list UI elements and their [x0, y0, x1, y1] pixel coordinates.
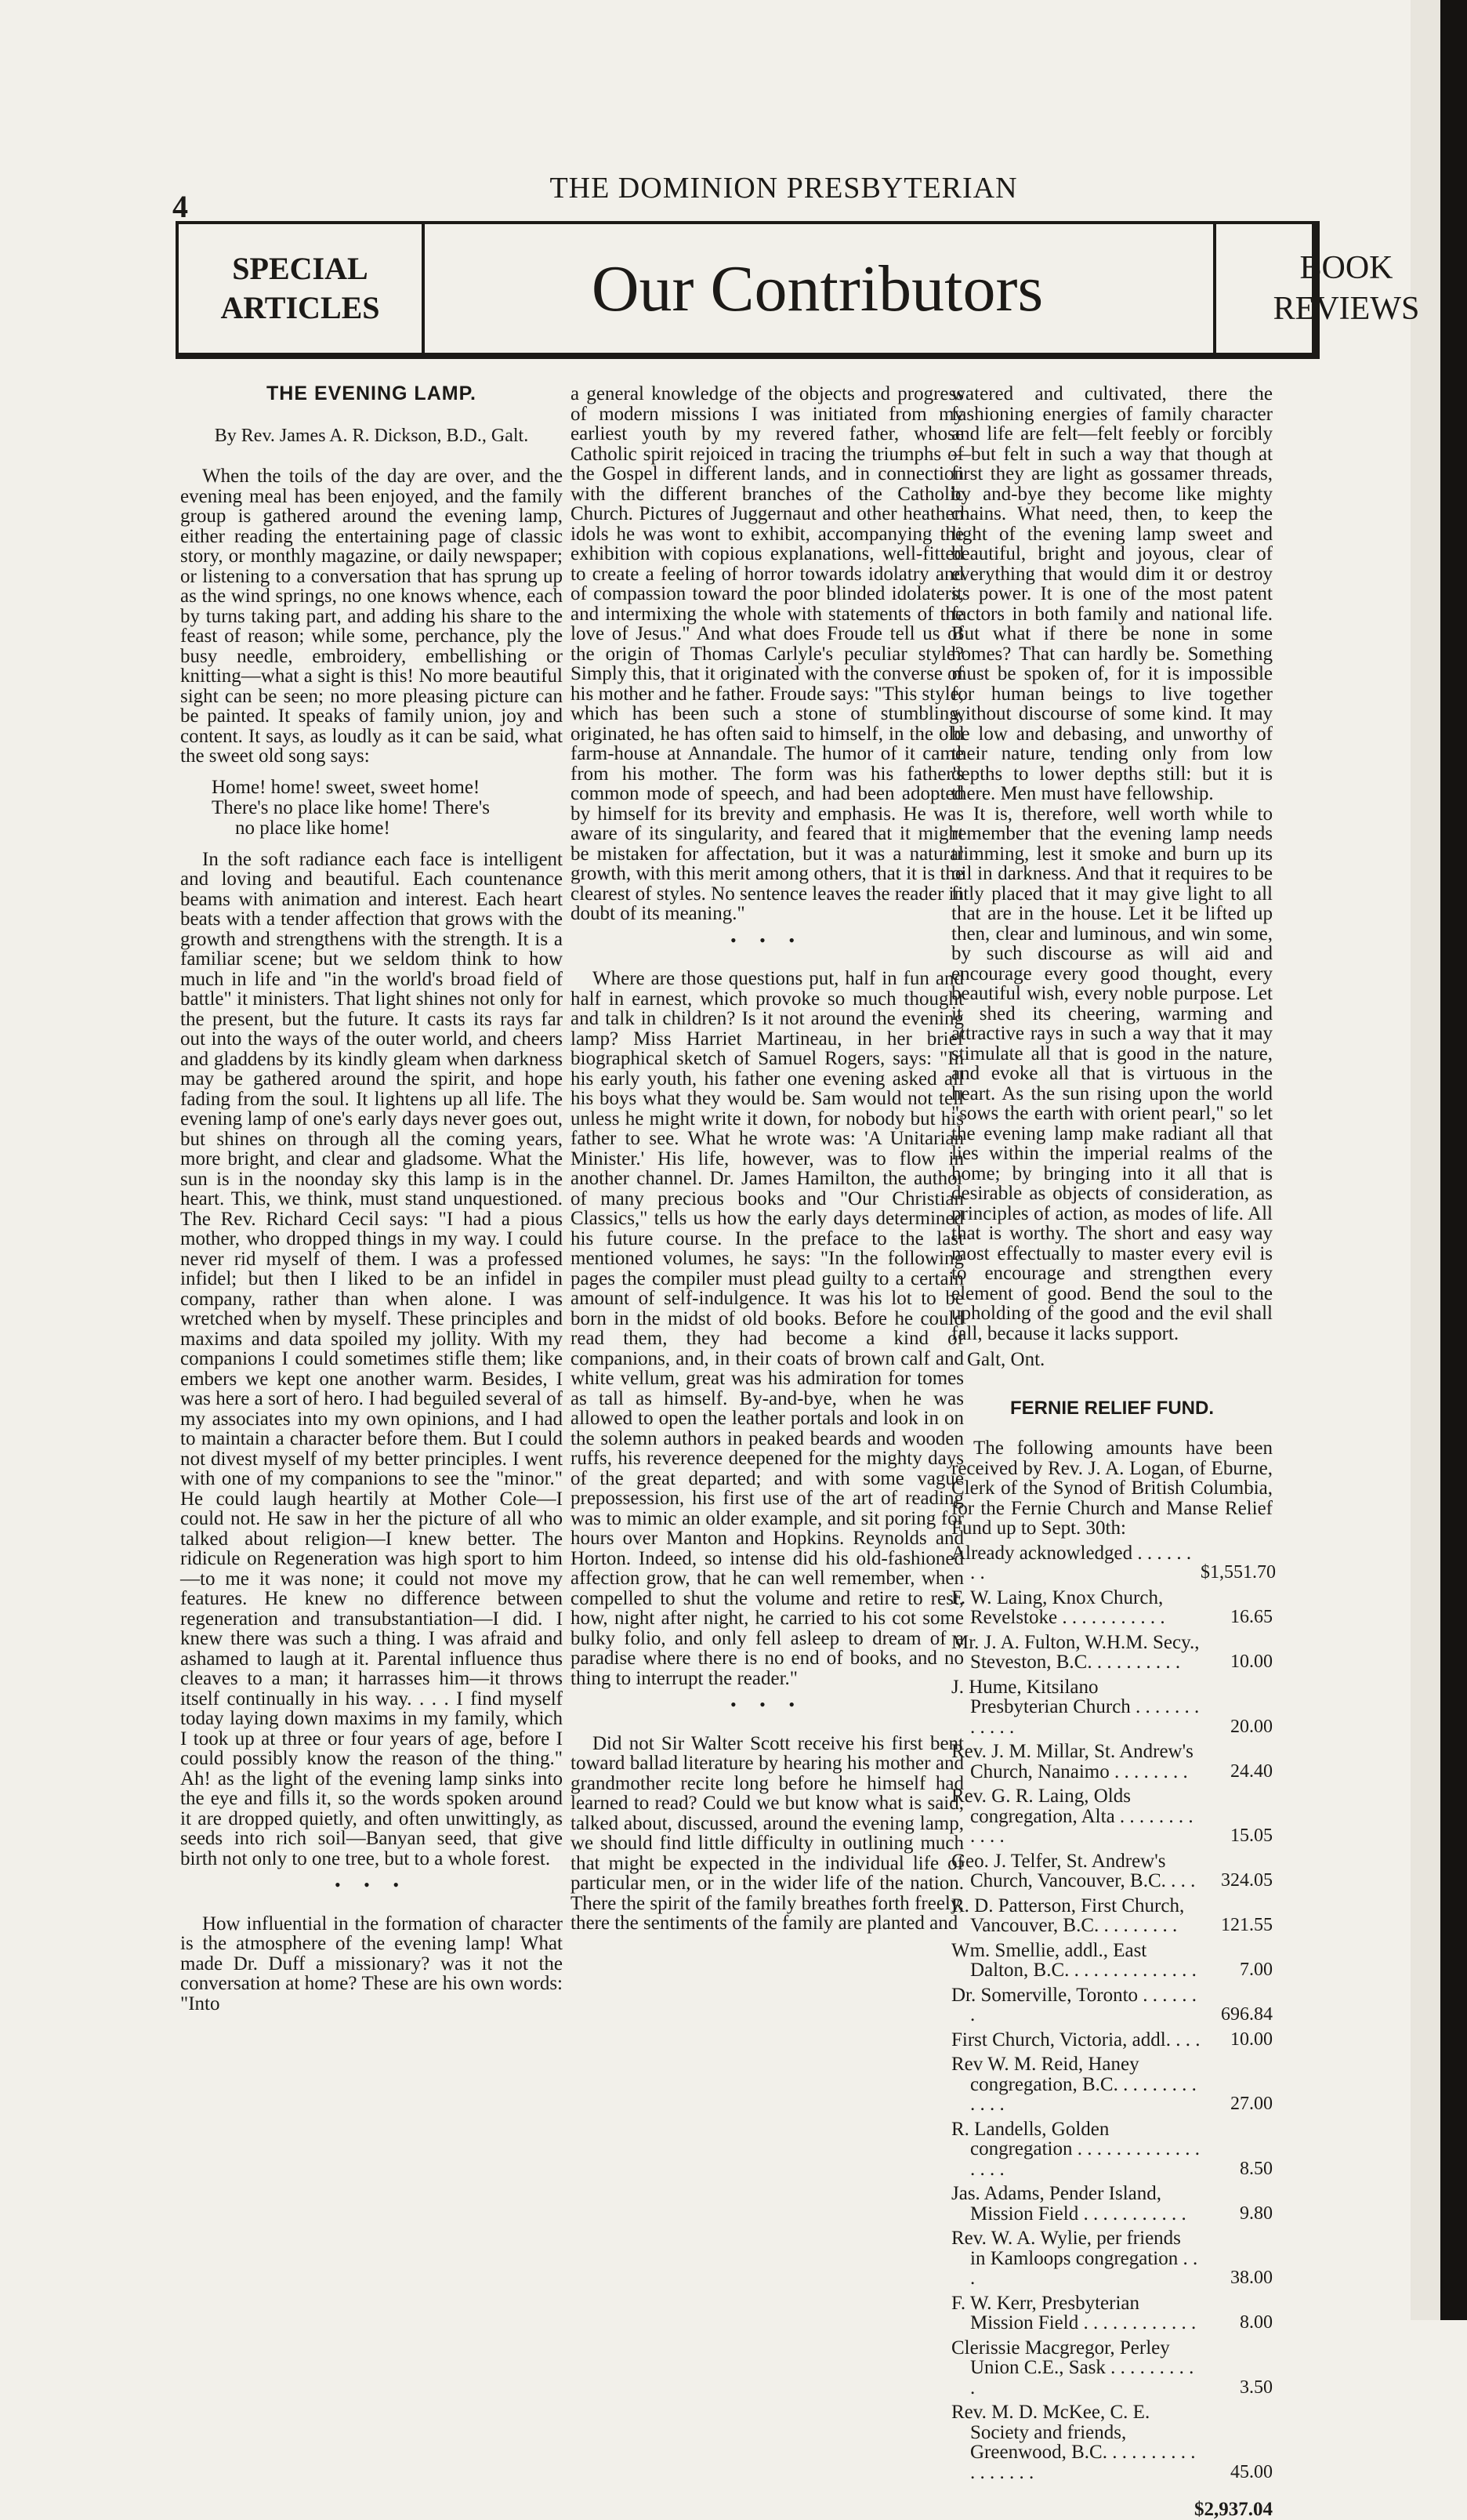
column-3	[951, 383, 1276, 2520]
fund-row-amount: 10.00	[1230, 1652, 1273, 1672]
fund-row-name: First Church, Victoria, addl. . . .	[951, 2029, 1201, 2050]
fund-row-amount: 7.00	[1240, 1960, 1273, 1980]
fund-row-name: J. Hume, Kitsilano Presbyterian Church . . . . . . . . . . . .	[951, 1676, 1200, 1738]
article-signoff: Galt, Ont.	[967, 1349, 1045, 1370]
fund-row	[951, 1742, 1273, 1782]
fund-row-name: Rev W. M. Reid, Haney congregation, B.C. . . . . . . . . . . . .	[951, 2054, 1197, 2115]
fund-row-amount: 20.00	[1230, 1716, 1273, 1737]
fund-row-name: Rev. G. R. Laing, Olds congregation, Alta . . . . . . . . . . . .	[951, 1786, 1194, 1847]
fund-row-amount: 121.55	[1221, 1915, 1273, 1935]
song-verse	[212, 778, 563, 839]
fund-row-amount: 27.00	[1230, 2094, 1273, 2114]
fund-row	[951, 2030, 1273, 2050]
fund-row	[951, 2119, 1273, 2180]
article-title: THE EVENING LAMP.	[266, 383, 476, 404]
fund-row	[951, 1786, 1273, 1847]
fund-row-name: Rev. W. A. Wylie, per friends in Kamloops congregation . . .	[951, 2228, 1198, 2289]
banner-right-line2: REVIEWS	[1273, 291, 1420, 327]
verse-line-3: no place like home!	[235, 817, 390, 839]
fund-row	[951, 1941, 1273, 1981]
fund-row	[951, 1588, 1273, 1628]
verse-line-2: There's no place like home! There's	[212, 796, 490, 818]
article-paragraph-3-cont: a general knowledge of the objects and progress of modern missions I was initiated from my earliest youth by my revered father, whose Catholic spirit rejoiced in tracing the triumphs of the Gospel in different lands, and in connection with the different branches of the Catholic Church. Pictures of Juggernaut and other heathen idols he was wont to exhibit, accompanying the exhibition with copious explanations, well-fitted to create a feeling of horror towards idolatry and of compassion toward the poor blinded idolaters, and intermixing the whole with statements of the love of Jesus." And what does Froude tell us of the origin of Thomas Carlyle's peculiar style? Simply this, that it originated with the converse of his mother and he father. Froude says: "This style, which has been such a stone of stumbling, originated, he has often said to himself, in the old farm-house at Annandale. The humor of it came from his mother. The form was his father's common mode of speech, and had been adopted by himself for its brevity and emphasis. He was aware of its singularity, and feared that it might be mistaken for affectation, but it was a natural growth, with this merit among others, that it is the clearest of styles. No sentence leaves the reader in doubt of its meaning."	[570, 383, 965, 924]
fund-row	[951, 2228, 1273, 2289]
fund-row-name: Rev. M. D. McKee, C. E. Society and friends, Greenwood, B.C. . . . . . . . . . . . . . . . .	[951, 2402, 1196, 2483]
fund-row	[951, 1677, 1273, 1738]
fund-row-name: Clerissie Macgregor, Perley Union C.E., Sask . . . . . . . . . .	[951, 2337, 1194, 2399]
fund-row	[951, 1851, 1273, 1891]
fund-row	[951, 2293, 1273, 2333]
section-divider-dots-3: • • •	[730, 1695, 805, 1714]
fund-row-amount: 324.05	[1221, 1870, 1273, 1891]
verse-line-1: Home! home! sweet, sweet home!	[212, 776, 480, 798]
column-1	[180, 384, 563, 2014]
fund-row-name: Rev. J. M. Millar, St. Andrew's Church, Nanaimo . . . . . . . .	[951, 1741, 1194, 1782]
fund-row-name: Already acknowledged . . . . . . . .	[951, 1542, 1192, 1583]
fund-row-amount: 3.50	[1240, 2377, 1273, 2398]
article-paragraph-4: Where are those questions put, half in fun and half in earnest, which provoke so much thought and talk in children? Is it not around the evening lamp? Miss Harriet Martineau, in her brief biographical sketch of Samuel Rogers, says: "In his early youth, his father one evening asked all his boys what they would be. Sam would not tell unless he might write it down, for nobody but his father to see. What he wrote was: 'A Unitarian Minister.' His life, however, was to flow in another channel. Dr. James Hamilton, the author of many precious books and "Our Christian Classics," tells us how the early days determined his future course. In the preface to the last mentioned volumes, he says: "In the following pages the compiler must plead guilty to a certain amount of self-indulgence. It was his lot to be born in the midst of old books. Before he could read them, they had become a kind of companions, and, in their coats of brown calf and white vellum, great was his admiration for tomes as tall as himself. By-and-bye, when he was allowed to open the leather portals and look in on the solemn authors in peaked beards and wooden ruffs, his reverence deepened for the mighty days of the great departed; and with some vague prepossession, his first use of the art of reading was to mimic an older example, and sit poring for hours over Manton and Hopkins. Reynolds and Horton. Indeed, so intense did his old-fashioned affection grow, that he can well remember, when compelled to shut the volume and retire to rest, how, night after night, he carried to his cot some bulky folio, and only fell asleep to dream of a paradise where there is no end of books, and no thing to interrupt the reader."	[570, 968, 964, 1689]
banner-left-line2: ARTICLES	[220, 290, 380, 325]
fund-row-name: F. W. Kerr, Presbyterian Mission Field . . . . . . . . . . . .	[951, 2292, 1197, 2333]
article-paragraph-5-cont: watered and cultivated, there the fashioning energies of family character and life are felt—felt feebly or forcibly—but felt in such a way that though at first they are light as gossamer threads, by and-bye they become like mighty chains. What need, then, to keep the light of the evening lamp sweet and beautiful, bright and joyous, clear of everything that would dim it or destroy its power. It is one of the most patent factors in both family and national life. But what if there be none in some homes? That can hardly be. Something must be spoken of, for it is impossible for human beings to live together without discourse of some kind. It may be low and debasing, and unworthy of their nature, tending only from low depths to lower depths still: but it is there. Men must have fellowship.	[951, 383, 1273, 804]
section-banner	[176, 221, 1420, 359]
fund-row-amount: 16.65	[1230, 1607, 1273, 1627]
fund-title: FERNIE RELIEF FUND.	[1009, 1397, 1214, 1419]
fund-row-amount: 24.40	[1230, 1760, 1273, 1782]
running-title: THE DOMINION PRESBYTERIAN	[549, 172, 1018, 205]
fund-row-amount: 696.84	[1221, 2004, 1273, 2025]
article-paragraph-3-start: How influential in the formation of character is the atmosphere of the evening lamp! What made Dr. Duff a missionary? was it not the conversation at home? These are his own words: "Into	[180, 1913, 563, 2014]
fund-list	[951, 1542, 1276, 2483]
fund-row-amount: 15.05	[1230, 1826, 1273, 1846]
fund-row	[951, 1542, 1276, 1583]
fund-row-name: Geo. J. Telfer, St. Andrew's Church, Vancouver, B.C. . . .	[951, 1850, 1196, 1891]
banner-title: Our Contributors	[422, 224, 1216, 353]
fund-row-name: Dr. Somerville, Toronto . . . . . . .	[951, 1984, 1197, 2025]
fund-row-name: Jas. Adams, Pender Island, Mission Field . . . . . . . . . . .	[951, 2183, 1186, 2224]
article-paragraph-5-start: Did not Sir Walter Scott receive his first bent toward ballad literature by hearing his mother and grandmother recite long before he himself had learned to read? Could we but know what is said, talked about, discussed, around the evening lamp, we should find little difficulty in outlining much that might be expected in the individual life of particular men, or in the wider life of the nation. There the spirit of the family breathes forth freely, there the sentiments of the family are planted and	[570, 1732, 964, 1934]
column-2	[570, 384, 964, 1934]
article-paragraph-2: In the soft radiance each face is intelligent and loving and beautiful. Each countenance beams with animation and interest. Each heart beats with a tender affection that grows with the growth and strengthens with the strength. It is a familiar scene; but we seldom think to how much in life and "in the world's broad field of battle" it ministers. That light shines not only for the present, but the future. It casts its rays far out into the ways of the outer world, and cheers and gladdens by its kindly gleam when darkness may be gathered around the spirit, and hope fading from the soul. It lightens up all life. The evening lamp of one's early days never goes out, but shines on through all the coming years, more bright, and clear and gladsome. What the sun is in the noonday sky this lamp is in the heart. This, we think, must stand unquestioned. The Rev. Richard Cecil says: "I had a pious mother, who dropped things in my way. I could never rid myself of them. I was a professed infidel; but then I liked to be an infidel in company, rather than when alone. I was wretched when by myself. These principles and maxims and data spoiled my jollity. With my companions I could sometimes stifle them; like embers we kept one another warm. Besides, I was here a sort of hero. I had beguiled several of my associates into my own opinions, and I had to maintain a character before them. But I could not divest myself of my better principles. I went with one of my companions to see the "minor." He could laugh heartily at Mother Cole—I could not. He saw in her the picture of all who talked about religion—I knew better. The ridicule on Regeneration was high sport to him—to me it was none; it could not move my features. He knew no difference between regeneration and transubstantiation—I did. I knew there was such a thing. I was afraid and ashamed to laugh at it. Parental influence thus cleaves to a man; it harrasses him—it throws itself continually in his way. . . . I find myself today laying down maxims in my family, which I took up at three or four years of age, before I could possibly know the reason of the thing." Ah! as the light of the evening lamp sinks into the eye and fills it, so the words spoken around it are dropped quietly, and often unwittingly, as seeds into rich soil—Banyan seed, that give birth not only to one tree, but to a whole forest.	[180, 848, 563, 1869]
article-byline: By Rev. James A. R. Dickson, B.D., Galt.	[214, 425, 529, 446]
fund-row-amount: 8.00	[1240, 2312, 1273, 2333]
fund-row-name: R. D. Patterson, First Church, Vancouver, B.C. . . . . . . . .	[951, 1895, 1185, 1936]
fund-row	[951, 1985, 1273, 2025]
section-divider-dots-2: • • •	[730, 930, 805, 950]
banner-special-articles	[179, 224, 425, 353]
fund-row-name: F. W. Laing, Knox Church, Revelstoke . . . . . . . . . . .	[951, 1586, 1165, 1628]
fund-row-amount: $1,551.70	[1201, 1562, 1276, 1583]
fund-row-name: Wm. Smellie, addl., East Dalton, B.C. . . . . . . . . . . . . .	[951, 1939, 1197, 1981]
fund-row	[951, 2338, 1273, 2399]
fund-row-name: R. Landells, Golden congregation . . . . . . . . . . . . . . . . .	[951, 2118, 1201, 2180]
article-paragraph-1: When the toils of the day are over, and the evening meal has been enjoyed, and the family group is gathered around the evening lamp, either reading the entertaining page of classic story, or monthly magazine, or daily newspaper; or listening to a conversation that has sprung up as the wind springs, no one knows whence, each by turns taking part, and adding his share to the feast of reason; while some, perchance, ply the busy needle, embroidery, embellishing or knitting—what a sight is this! No more beautiful sight can be seen; no more pleasing picture can be painted. It speaks of family union, joy and content. It says, as loudly as it can be said, what the sweet old song says:	[180, 466, 563, 767]
fund-row-amount: 10.00	[1230, 2029, 1273, 2050]
article-paragraph-6: It is, therefore, well worth while to remember that the evening lamp needs trimming, lest it smoke and burn up its oil in darkness. And that it requires to be fitly placed that it may give light to all that are in the house. Let it be lifted up then, clear and luminous, and win some, by such discourse as will aid and encourage every good thought, every beautiful wish, every noble purpose. Let it shed its cheering, warming and attractive rays in such a way that it may stimulate all that is good in the nature, and evoke all that is virtuous in the heart. As the sun rising upon the world "sows the earth with orient pearl," so let the evening lamp make radiant all that lies within the imperial realms of the home; by bringing into it all that is desirable as objects of consideration, as principles of action, as modes of life. All that is worthy. The short and easy way most effectually to master every evil is to encourage and strengthen every element of good. Bend the soul to the upholding of the good and the evil shall fall, because it lacks support.	[951, 803, 1273, 1344]
page-number: 4	[172, 189, 188, 224]
fund-row	[951, 1896, 1273, 1936]
fund-row-amount: 38.00	[1230, 2268, 1273, 2288]
fund-row	[951, 2402, 1273, 2482]
fund-row-amount: 9.80	[1240, 2203, 1273, 2224]
fund-row	[951, 2054, 1273, 2115]
fund-row-amount: 45.00	[1230, 2461, 1273, 2482]
fund-row	[951, 2184, 1273, 2224]
banner-left-line1: SPECIAL	[232, 251, 368, 286]
fund-row-amount: 8.50	[1240, 2158, 1273, 2179]
fund-intro: The following amounts have been received by Rev. J. A. Logan, of Eburne, Clerk of the Synod of British Columbia, for the Fernie Church and Manse Relief Fund up to Sept. 30th:	[951, 1438, 1273, 1539]
banner-right-line1: BOOK	[1299, 250, 1393, 286]
section-divider-dots: • • •	[334, 1875, 409, 1895]
banner-book-reviews	[1213, 224, 1467, 353]
fund-total: $2,937.04	[1194, 2499, 1273, 2520]
fund-row	[951, 1633, 1273, 1673]
fund-row-name: Mr. J. A. Fulton, W.H.M. Secy., Steveston, B.C. . . . . . . . . .	[951, 1631, 1200, 1673]
